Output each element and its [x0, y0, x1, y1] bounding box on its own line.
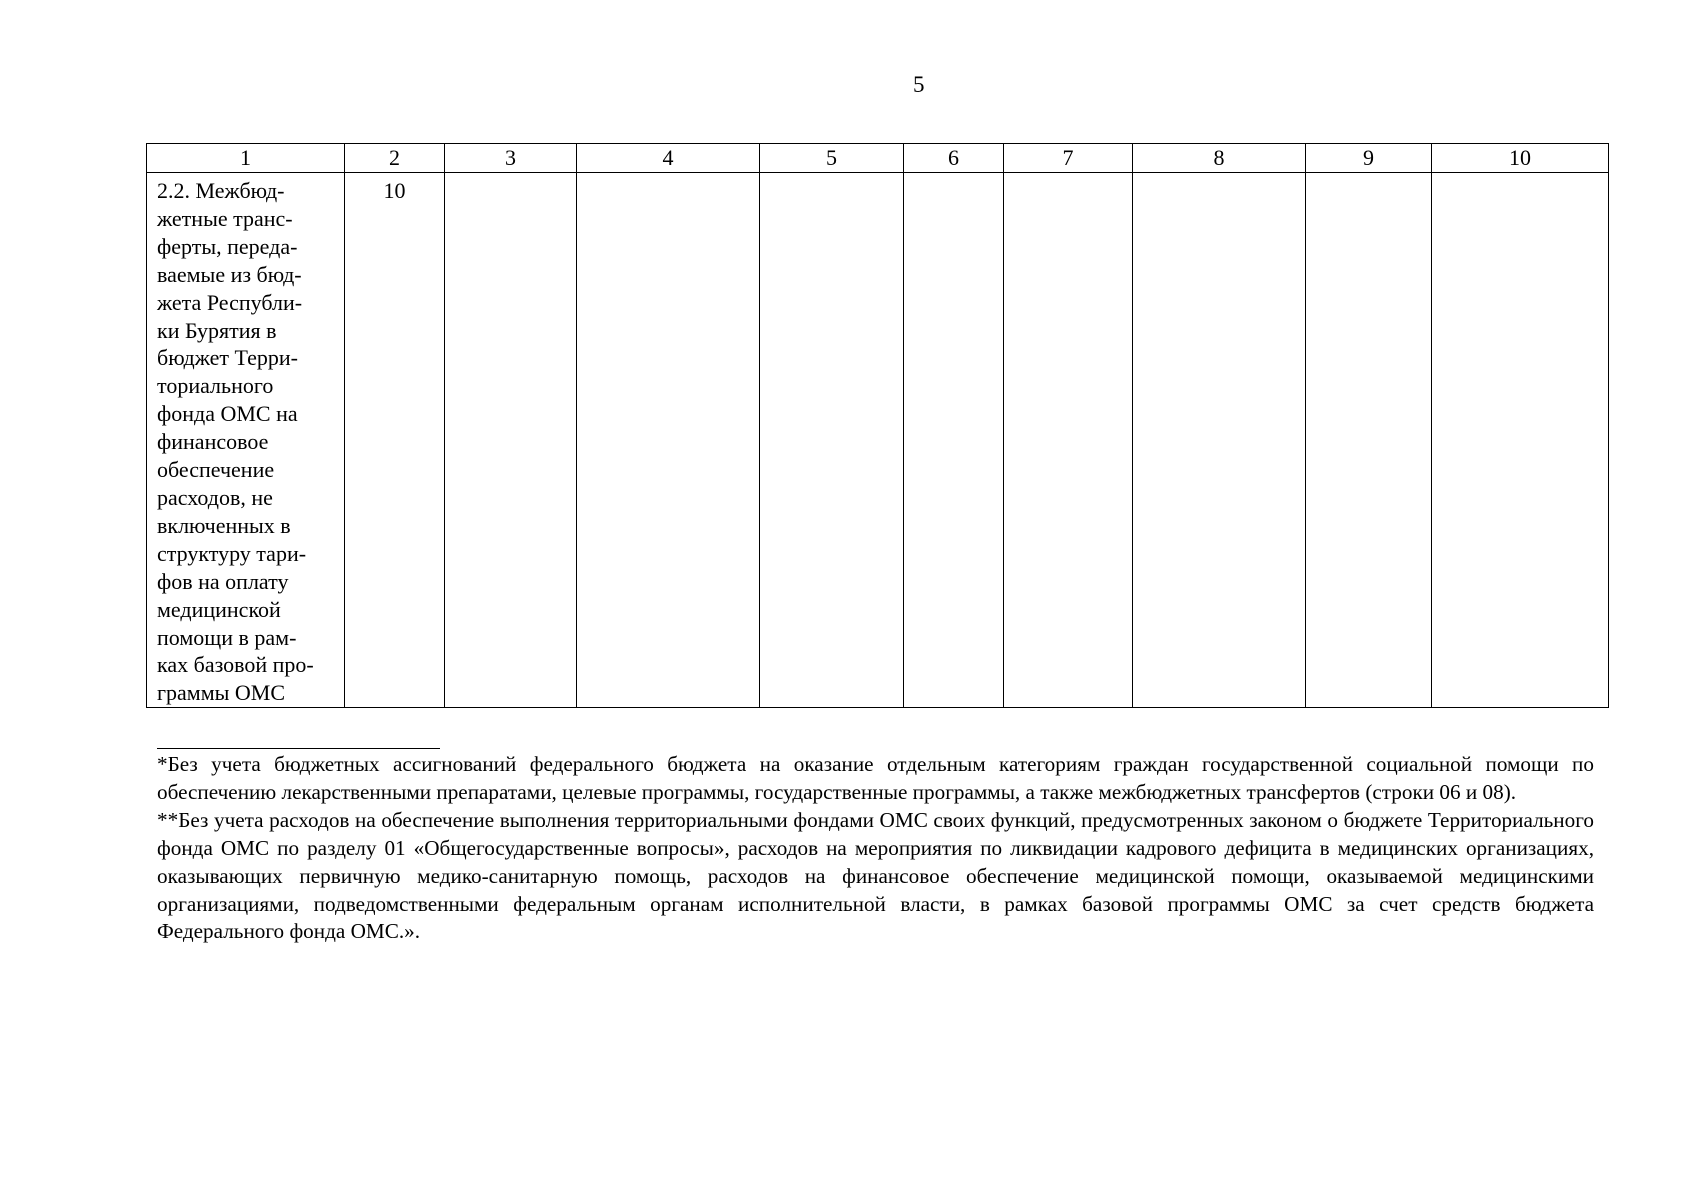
row-value-cell-7 [1004, 173, 1133, 708]
row-name-line: фонда ОМС на [157, 401, 298, 427]
header-col-4: 4 [577, 144, 760, 173]
row-code-cell: 10 [345, 173, 445, 708]
row-name-line: ториального [157, 373, 274, 399]
row-value-cell-6 [904, 173, 1004, 708]
row-name-line: финансовое [157, 429, 269, 455]
footnote-separator [157, 748, 440, 749]
row-value-cell-9 [1306, 173, 1432, 708]
page-number: 5 [913, 72, 925, 97]
header-col-7: 7 [1004, 144, 1133, 173]
row-name-line: фов на оплату [157, 568, 289, 594]
footnote-2: **Без учета расходов на обеспечение выполнения территориальными фондами ОМС своих функций, предусмотренных законом о бюджете Территориального фонда ОМС по разделу 01 «Общегосударственные вопросы», расходов на мероприятия по ликвидации кадрового дефицита в медицинских организациях, оказывающих первичную медико-санитарную помощь, расходов на финансовое обеспечение медицинской помощи, оказываемой медицинскими организациями, подведомственными федеральным органам исполнительной власти, в рамках базовой программы ОМС за счет средств бюджета Федерального фонда ОМС.». [157, 807, 1594, 944]
header-col-2: 2 [345, 144, 445, 173]
row-name-line: ваемые из бюд- [157, 261, 302, 287]
row-name-line: обеспечение [157, 457, 275, 483]
row-name-cell [147, 173, 345, 708]
row-value-cell-3 [445, 173, 577, 708]
header-col-3: 3 [445, 144, 577, 173]
header-col-6: 6 [904, 144, 1004, 173]
header-col-5: 5 [760, 144, 904, 173]
budget-table [146, 143, 1609, 708]
row-value-cell-5 [760, 173, 904, 708]
row-name-line: ках базовой про- [157, 652, 314, 678]
row-name-line: помощи в рам- [157, 624, 297, 650]
header-col-1: 1 [147, 144, 345, 173]
row-name-line: жета Республи- [157, 289, 303, 315]
row-name-line: бюджет Терри- [157, 345, 298, 371]
row-name-line: ки Бурятия в [157, 317, 277, 343]
row-name-line: медицинской [157, 596, 281, 622]
row-name-line: расходов, не [157, 484, 273, 510]
row-name-line: жетные транс- [157, 205, 293, 231]
row-value-cell-8 [1133, 173, 1306, 708]
row-name-line: граммы ОМС [157, 680, 286, 706]
row-name-line: структуру тари- [157, 540, 307, 566]
row-name-line: ферты, переда- [157, 233, 298, 259]
footnote-1: *Без учета бюджетных ассигнований федерального бюджета на оказание отдельным категориям граждан государственной социальной помощи по обеспечению лекарственными препаратами, целевые программы, государственные программы, а также межбюджетных трансфертов (строки 06 и 08). [157, 752, 1594, 804]
header-col-10: 10 [1432, 144, 1609, 173]
row-value-cell-10 [1432, 173, 1609, 708]
row-name-line: 2.2. Межбюд- [157, 178, 285, 203]
footnotes [157, 751, 1594, 946]
row-value-cell-4 [577, 173, 760, 708]
table-row [147, 173, 1609, 708]
header-col-8: 8 [1133, 144, 1306, 173]
table-header-row [147, 144, 1609, 173]
header-col-9: 9 [1306, 144, 1432, 173]
row-name-line: включенных в [157, 512, 291, 538]
